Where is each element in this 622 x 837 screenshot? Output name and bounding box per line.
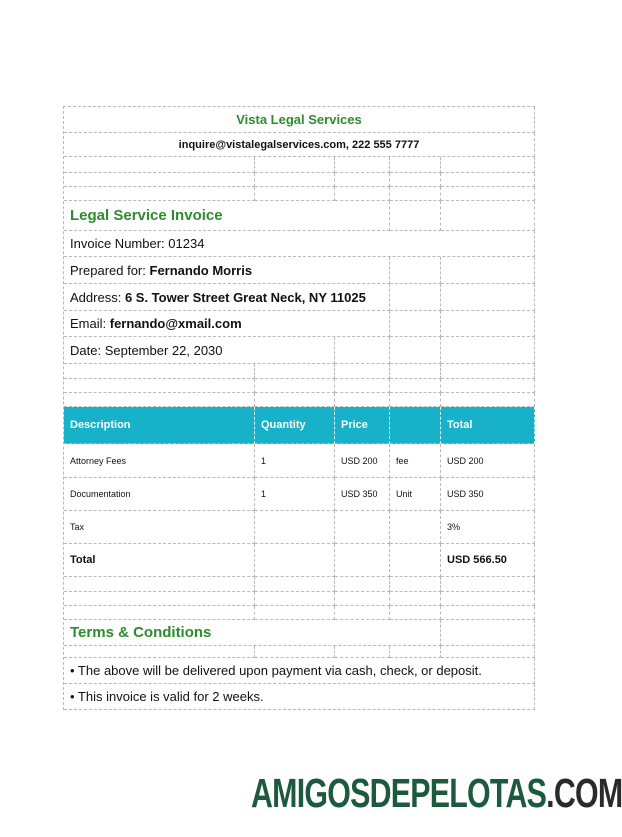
total-row — [64, 544, 535, 577]
date-row — [64, 337, 535, 364]
spacer-row — [64, 577, 535, 592]
email — [64, 311, 390, 337]
spacer-row — [64, 393, 535, 407]
row-description: Documentation — [64, 478, 255, 511]
terms-item-row — [64, 658, 535, 684]
row-unit — [390, 511, 441, 544]
terms-item-row — [64, 684, 535, 710]
date-value: September 22, 2030 — [104, 342, 223, 358]
invoice-number — [64, 231, 535, 257]
row-total: 3% — [441, 511, 535, 544]
contact-row — [64, 133, 535, 157]
company-contact: inquire@vistalegalservices.com, 222 555 7777 — [64, 133, 535, 157]
spacer-row — [64, 173, 535, 187]
email-label: Email: — [70, 316, 107, 331]
row-price — [335, 511, 390, 544]
address — [64, 284, 390, 311]
header-quantity: Quantity — [255, 407, 335, 444]
address-row — [64, 284, 535, 311]
email-row — [64, 311, 535, 337]
row-unit: fee — [390, 444, 441, 478]
spacer-row — [64, 187, 535, 201]
spacer-row — [64, 646, 535, 658]
spacer-row — [64, 379, 535, 393]
table-row — [64, 511, 535, 544]
total-label: Total — [64, 544, 255, 577]
table-row — [64, 478, 535, 511]
row-quantity — [255, 511, 335, 544]
table-row — [64, 444, 535, 478]
prepared-for — [64, 257, 390, 284]
spacer-row — [64, 606, 535, 620]
terms-title-row — [64, 620, 535, 646]
prepared-row — [64, 257, 535, 284]
invoice-number-row — [64, 231, 535, 257]
terms-item: • This invoice is valid for 2 weeks. — [64, 684, 535, 710]
prepared-value: Fernando Morris — [149, 262, 253, 278]
row-unit: Unit — [390, 478, 441, 511]
header-unit — [390, 407, 441, 444]
date-label: Date: — [70, 342, 102, 358]
watermark-logo — [251, 770, 622, 817]
invoice-sheet — [63, 106, 535, 710]
address-value: 6 S. Tower Street Great Neck, NY 11025 — [124, 289, 366, 305]
terms-item: • The above will be delivered upon payment via cash, check, or deposit. — [64, 658, 535, 684]
header-total: Total — [441, 407, 535, 444]
row-price: USD 200 — [335, 444, 390, 478]
invoice-number-label: Invoice Number: — [70, 236, 165, 251]
spacer-row — [64, 592, 535, 606]
invoice-title: Legal Service Invoice — [64, 201, 390, 231]
header-description: Description — [64, 407, 255, 444]
company-name: Vista Legal Services — [64, 107, 535, 133]
row-price: USD 350 — [335, 478, 390, 511]
row-quantity: 1 — [255, 478, 335, 511]
row-quantity: 1 — [255, 444, 335, 478]
watermark-text: AMIGOSDEPELOTAS — [251, 770, 547, 816]
header-price: Price — [335, 407, 390, 444]
row-total: USD 350 — [441, 478, 535, 511]
prepared-label: Prepared for: — [70, 262, 146, 278]
table-header — [64, 407, 535, 444]
watermark-suffix: .COM — [546, 770, 622, 816]
address-label: Address: — [70, 289, 122, 305]
row-description: Attorney Fees — [64, 444, 255, 478]
spacer-row — [64, 364, 535, 379]
spacer-row — [64, 157, 535, 173]
company-row — [64, 107, 535, 133]
row-total: USD 200 — [441, 444, 535, 478]
title-row — [64, 201, 535, 231]
invoice-number-value: 01234 — [168, 236, 205, 251]
email-value: fernando@xmail.com — [109, 316, 242, 331]
row-description: Tax — [64, 511, 255, 544]
date — [64, 337, 335, 364]
terms-title: Terms & Conditions — [64, 620, 441, 646]
total-value: USD 566.50 — [441, 544, 535, 577]
